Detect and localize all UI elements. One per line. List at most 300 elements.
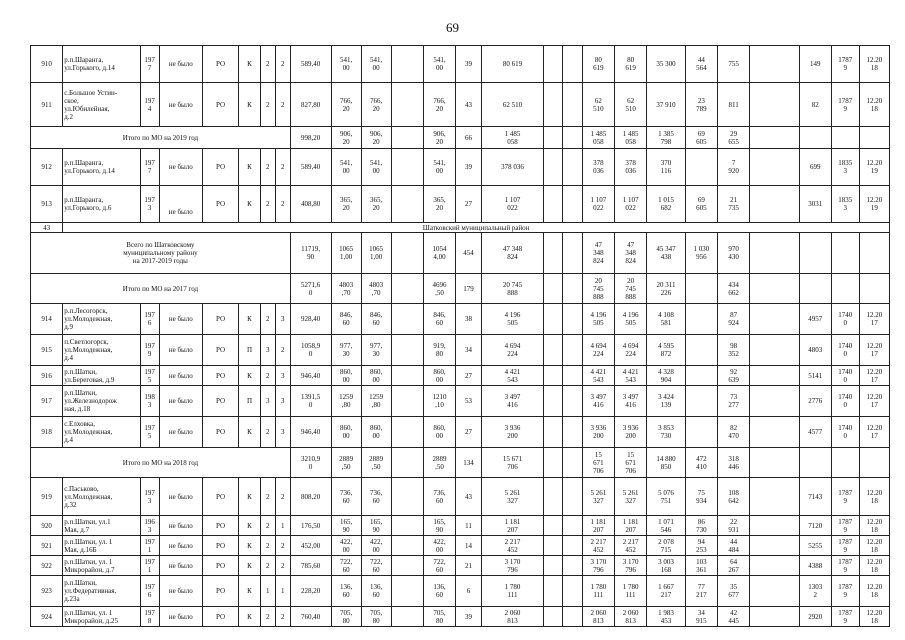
table-row <box>31 556 890 576</box>
table-cell: 12.20 18 <box>859 478 889 516</box>
table-cell: 12.20 18 <box>859 556 889 576</box>
table-cell <box>750 335 799 366</box>
table-cell: РО <box>202 516 239 536</box>
table-cell: 3210,9 0 <box>290 448 331 478</box>
table-cell <box>750 149 799 186</box>
table-cell: 3 424 139 <box>647 386 686 417</box>
table-cell: 2 <box>260 83 275 127</box>
table-cell: 82 470 <box>718 417 750 448</box>
table-cell: 1 385 798 <box>647 127 686 149</box>
table-cell: 5271,6 0 <box>290 274 331 304</box>
table-cell: 77 217 <box>685 576 717 607</box>
table-cell: 4803 ,70 <box>361 274 391 304</box>
table-cell: 378 036 <box>582 149 614 186</box>
table-cell: 1835 3 <box>831 186 859 223</box>
table-cell: 736, 60 <box>361 478 391 516</box>
table-cell: 946,40 <box>290 366 331 386</box>
table-cell: 1 107 022 <box>481 186 543 223</box>
table-cell: 1 <box>275 576 290 607</box>
table-cell: 422, 00 <box>331 536 361 556</box>
table-cell: 197 1 <box>140 536 159 556</box>
table-cell: 1 667 217 <box>647 576 686 607</box>
table-cell: 198 3 <box>140 386 159 417</box>
table-cell: 906, 20 <box>423 127 455 149</box>
table-cell <box>544 448 563 478</box>
table-cell: 197 8 <box>140 607 159 627</box>
table-cell <box>544 607 563 627</box>
table-cell: 1391,5 0 <box>290 386 331 417</box>
table-cell: 98 352 <box>718 335 750 366</box>
table-cell: 2889 ,50 <box>361 448 391 478</box>
table-cell: 4803 <box>799 335 831 366</box>
table-cell: 12.20 18 <box>859 576 889 607</box>
table-cell: 3031 <box>799 186 831 223</box>
table-cell: 2 217 452 <box>582 536 614 556</box>
table-cell: 1787 9 <box>831 536 859 556</box>
table-cell: 977, 30 <box>361 335 391 366</box>
table-cell <box>544 233 563 274</box>
table-cell <box>563 448 582 478</box>
table-cell: 62 510 <box>582 83 614 127</box>
table-cell <box>391 233 423 274</box>
table-cell: К <box>239 304 260 335</box>
table-cell: 12.20 17 <box>859 304 889 335</box>
page-number: 69 <box>446 20 459 35</box>
table-cell <box>685 366 717 386</box>
table-cell: 755 <box>718 46 750 83</box>
table-cell: 472 410 <box>685 448 717 478</box>
address-cell: р.п.Шаранга, ул.Горького, д.6 <box>63 186 140 223</box>
table-cell <box>685 335 717 366</box>
table-cell <box>563 233 582 274</box>
table-cell: 541, 00 <box>423 149 455 186</box>
table-cell: 3 497 416 <box>582 386 614 417</box>
table-cell: 5255 <box>799 536 831 556</box>
table-cell: 365, 20 <box>423 186 455 223</box>
table-row <box>31 516 890 536</box>
table-cell <box>391 607 423 627</box>
table-cell: 1259 ,80 <box>361 386 391 417</box>
table-cell <box>544 127 563 149</box>
address-cell: р.п.Шатки, ул.Береговая, д.9 <box>63 366 140 386</box>
table-cell: 2 060 813 <box>481 607 543 627</box>
table-cell: 1787 9 <box>831 576 859 607</box>
table-cell: 422, 00 <box>423 536 455 556</box>
table-cell: 434 662 <box>718 274 750 304</box>
table-cell: К <box>239 46 260 83</box>
table-cell: 2 <box>275 607 290 627</box>
summary-label: Всего по Шатковскому муниципальному району на 2017-2019 годы <box>31 233 291 274</box>
table-cell: 27 <box>456 417 482 448</box>
table-cell <box>391 366 423 386</box>
row-number: 922 <box>31 556 63 576</box>
table-cell: 1740 0 <box>831 335 859 366</box>
table-cell: 4 421 543 <box>582 366 614 386</box>
table-cell: 1740 0 <box>831 386 859 417</box>
summary-label: Итого по МО на 2019 год <box>31 127 291 149</box>
table-cell: 766, 20 <box>331 83 361 127</box>
address-cell: р.п.Шатки, ул.Железнодорож ная, д.18 <box>63 386 140 417</box>
row-number: 923 <box>31 576 63 607</box>
table-cell <box>563 556 582 576</box>
table-cell: 37 910 <box>647 83 686 127</box>
table-cell <box>391 478 423 516</box>
table-cell: 846, 60 <box>331 304 361 335</box>
table-cell: 1 485 058 <box>481 127 543 149</box>
table-row <box>31 83 890 127</box>
table-cell: 541, 00 <box>361 149 391 186</box>
table-cell: 73 277 <box>718 386 750 417</box>
table-cell: 197 6 <box>140 304 159 335</box>
table-cell: 47 348 824 <box>614 233 646 274</box>
table-cell: 14 <box>456 536 482 556</box>
table-cell <box>685 274 717 304</box>
table-cell: 3 936 200 <box>481 417 543 448</box>
table-cell: 7120 <box>799 516 831 536</box>
table-cell: 1 181 207 <box>481 516 543 536</box>
table-cell: не было <box>159 83 202 127</box>
table-cell: 1058,9 0 <box>290 335 331 366</box>
table-cell <box>799 127 831 149</box>
table-cell: 827,80 <box>290 83 331 127</box>
table-cell: не было <box>159 536 202 556</box>
table-cell: 860, 00 <box>423 417 455 448</box>
row-number: 914 <box>31 304 63 335</box>
table-cell: 1 <box>260 576 275 607</box>
table-cell: 2 <box>275 83 290 127</box>
table-cell: 860, 00 <box>361 417 391 448</box>
table-cell: 12.20 18 <box>859 536 889 556</box>
table-cell: 2 <box>260 556 275 576</box>
table-cell: 1210 ,10 <box>423 386 455 417</box>
table-cell <box>563 576 582 607</box>
table-cell: 80 619 <box>582 46 614 83</box>
table-cell: 5 076 751 <box>647 478 686 516</box>
table-cell: 12.20 18 <box>859 46 889 83</box>
table-body <box>31 46 890 627</box>
table-cell: РО <box>202 149 239 186</box>
table-cell: 165, 90 <box>361 516 391 536</box>
table-cell <box>859 274 889 304</box>
table-cell: РО <box>202 478 239 516</box>
table-cell: 2 <box>275 335 290 366</box>
table-cell: 12.20 19 <box>859 149 889 186</box>
table-cell: 45 347 438 <box>647 233 686 274</box>
table-cell <box>750 478 799 516</box>
table-cell: 2889 ,50 <box>331 448 361 478</box>
table-cell: 4 694 224 <box>481 335 543 366</box>
table-row <box>31 607 890 627</box>
summary-row <box>31 448 890 478</box>
table-row <box>31 478 890 516</box>
summary-row <box>31 274 890 304</box>
table-cell: 197 9 <box>140 335 159 366</box>
table-cell: 736, 60 <box>423 478 455 516</box>
table-cell: 1740 0 <box>831 366 859 386</box>
table-cell: 136, 60 <box>361 576 391 607</box>
table-cell <box>391 186 423 223</box>
table-cell: 1787 9 <box>831 556 859 576</box>
table-cell: 27 <box>456 366 482 386</box>
table-cell: 15 671 706 <box>614 448 646 478</box>
row-number: 924 <box>31 607 63 627</box>
table-cell: К <box>239 478 260 516</box>
table-cell: 11 <box>456 516 482 536</box>
table-cell: 38 <box>456 304 482 335</box>
table-cell: 946,40 <box>290 417 331 448</box>
row-number: 912 <box>31 149 63 186</box>
table-cell: 722, 60 <box>423 556 455 576</box>
table-row <box>31 576 890 607</box>
table-cell: 34 915 <box>685 607 717 627</box>
table-cell: 2 <box>275 186 290 223</box>
table-cell: не было <box>159 366 202 386</box>
table-cell: 1 107 022 <box>614 186 646 223</box>
table-cell <box>563 386 582 417</box>
table-cell: К <box>239 536 260 556</box>
table-cell: 2 217 452 <box>614 536 646 556</box>
table-row <box>31 386 890 417</box>
table-cell: 12.20 18 <box>859 607 889 627</box>
table-cell <box>750 127 799 149</box>
table-cell: 408,80 <box>290 186 331 223</box>
table-cell: 176,50 <box>290 516 331 536</box>
table-cell <box>544 335 563 366</box>
table-cell: 766, 20 <box>361 83 391 127</box>
table-cell: 705, 80 <box>331 607 361 627</box>
table-cell: РО <box>202 46 239 83</box>
table-cell <box>544 386 563 417</box>
summary-label: Итого по МО на 2018 год <box>31 448 291 478</box>
table-cell: 197 4 <box>140 83 159 127</box>
table-cell: 2 <box>260 417 275 448</box>
address-cell: р.п.Шатки, ул.1 Мая, д.7 <box>63 516 140 536</box>
row-number: 919 <box>31 478 63 516</box>
table-cell <box>544 149 563 186</box>
table-cell: 3 936 200 <box>614 417 646 448</box>
table-cell: 20 745 888 <box>582 274 614 304</box>
table-cell <box>799 274 831 304</box>
summary-row <box>31 233 890 274</box>
table-cell: 766, 20 <box>423 83 455 127</box>
table-cell <box>750 448 799 478</box>
table-row <box>31 335 890 366</box>
table-cell: 23 789 <box>685 83 717 127</box>
table-cell: 2 <box>260 478 275 516</box>
table-cell: 808,20 <box>290 478 331 516</box>
table-cell <box>391 576 423 607</box>
table-cell: 136, 60 <box>423 576 455 607</box>
table-cell: 811 <box>718 83 750 127</box>
row-number: 916 <box>31 366 63 386</box>
table-cell: К <box>239 556 260 576</box>
table-cell: 705, 80 <box>361 607 391 627</box>
table-cell <box>563 516 582 536</box>
table-cell <box>544 46 563 83</box>
table-cell: 4 421 543 <box>614 366 646 386</box>
table-cell: 43 <box>456 83 482 127</box>
table-cell: 736, 60 <box>331 478 361 516</box>
table-cell: 365, 20 <box>331 186 361 223</box>
address-cell: р.п.Шатки, ул. 1 Мая, д.16Б <box>63 536 140 556</box>
table-cell: 12.20 17 <box>859 335 889 366</box>
table-cell <box>391 448 423 478</box>
table-cell: 149 <box>799 46 831 83</box>
address-cell: р.п.Лесогорск, ул.Молодежная, д.9 <box>63 304 140 335</box>
table-cell: 860, 00 <box>331 366 361 386</box>
table-cell: 82 <box>799 83 831 127</box>
table-cell <box>685 386 717 417</box>
table-cell: 1303 2 <box>799 576 831 607</box>
table-cell <box>391 417 423 448</box>
table-cell: 87 924 <box>718 304 750 335</box>
table-row <box>31 366 890 386</box>
table-cell <box>685 149 717 186</box>
table-cell <box>750 516 799 536</box>
table-cell: 196 3 <box>140 516 159 536</box>
table-cell: 998,20 <box>290 127 331 149</box>
table-cell: П <box>239 386 260 417</box>
table-cell: 928,40 <box>290 304 331 335</box>
summary-row <box>31 127 890 149</box>
table-cell: 4 421 543 <box>481 366 543 386</box>
row-number: 915 <box>31 335 63 366</box>
table-cell: К <box>239 576 260 607</box>
table-cell: 785,60 <box>290 556 331 576</box>
table-cell: 722, 60 <box>331 556 361 576</box>
table-cell: 62 510 <box>614 83 646 127</box>
table-cell: 197 6 <box>140 576 159 607</box>
table-cell: 47 348 824 <box>481 233 543 274</box>
table-cell: 4388 <box>799 556 831 576</box>
table-cell: К <box>239 366 260 386</box>
district-title: Шатковский муниципальный район <box>63 223 890 233</box>
table-cell <box>544 186 563 223</box>
table-cell: 1835 3 <box>831 149 859 186</box>
table-cell: 1740 0 <box>831 304 859 335</box>
table-row <box>31 536 890 556</box>
table-cell: 7 920 <box>718 149 750 186</box>
table-cell: 452,00 <box>290 536 331 556</box>
table-cell: 3 170 796 <box>481 556 543 576</box>
table-cell: К <box>239 186 260 223</box>
table-cell <box>563 335 582 366</box>
table-cell <box>563 417 582 448</box>
table-cell: 1787 9 <box>831 46 859 83</box>
table-cell: не было <box>159 386 202 417</box>
table-cell: 15 671 706 <box>481 448 543 478</box>
table-cell: 44 484 <box>718 536 750 556</box>
table-cell: К <box>239 83 260 127</box>
table-cell: 1 983 453 <box>647 607 686 627</box>
table-row <box>31 417 890 448</box>
table-cell <box>750 46 799 83</box>
table-cell: 22 931 <box>718 516 750 536</box>
table-cell: 4 694 224 <box>614 335 646 366</box>
table-cell: 3 170 796 <box>582 556 614 576</box>
table-cell <box>391 127 423 149</box>
table-cell: 12.20 17 <box>859 417 889 448</box>
table-cell: 2 078 715 <box>647 536 686 556</box>
table-cell: 4957 <box>799 304 831 335</box>
table-cell: 1 780 111 <box>481 576 543 607</box>
address-cell: р.п.Шаранга, ул.Горького, д.14 <box>63 46 140 83</box>
table-cell <box>544 576 563 607</box>
table-cell <box>831 448 859 478</box>
table-cell: 4 328 904 <box>647 366 686 386</box>
table-cell: 2 <box>260 536 275 556</box>
table-cell: 80 619 <box>614 46 646 83</box>
table-cell: не было <box>159 46 202 83</box>
table-cell <box>563 46 582 83</box>
table-cell: 11719, 90 <box>290 233 331 274</box>
row-number: 921 <box>31 536 63 556</box>
table-cell: 422, 00 <box>361 536 391 556</box>
table-cell: 47 348 824 <box>582 233 614 274</box>
table-cell: К <box>239 417 260 448</box>
table-cell <box>391 516 423 536</box>
table-cell: не было <box>159 516 202 536</box>
table-cell: К <box>239 607 260 627</box>
table-cell: 20 311 226 <box>647 274 686 304</box>
table-cell: П <box>239 335 260 366</box>
table-cell: 2 060 813 <box>614 607 646 627</box>
table-cell: 75 934 <box>685 478 717 516</box>
table-cell: 1740 0 <box>831 417 859 448</box>
table-cell <box>750 274 799 304</box>
table-cell <box>544 536 563 556</box>
district-number: 43 <box>31 223 63 233</box>
table-cell: 4 694 224 <box>582 335 614 366</box>
table-cell: 3 <box>275 386 290 417</box>
address-cell: п.Светлогорск, ул.Молодежная, д.4 <box>63 335 140 366</box>
table-cell: 92 639 <box>718 366 750 386</box>
table-cell: 20 745 888 <box>481 274 543 304</box>
table-cell: 970 430 <box>718 233 750 274</box>
table-cell: 15 671 706 <box>582 448 614 478</box>
table-cell: 2 <box>260 149 275 186</box>
table-cell: 1 181 207 <box>582 516 614 536</box>
table-cell <box>544 83 563 127</box>
table-cell: 2 <box>275 478 290 516</box>
table-cell: 34 <box>456 335 482 366</box>
table-cell: 2 <box>275 149 290 186</box>
table-cell <box>563 607 582 627</box>
table-cell <box>859 448 889 478</box>
table-cell: 66 <box>456 127 482 149</box>
table-cell: не было <box>159 607 202 627</box>
table-cell: 12.20 17 <box>859 386 889 417</box>
table-cell: 1 107 022 <box>582 186 614 223</box>
table-row <box>31 186 890 223</box>
table-cell: 860, 00 <box>423 366 455 386</box>
row-number: 911 <box>31 83 63 127</box>
table-cell: 53 <box>456 386 482 417</box>
address-cell: с.Елховка, ул.Молодежная, д.4 <box>63 417 140 448</box>
table-cell <box>391 274 423 304</box>
table-cell: 1 030 956 <box>685 233 717 274</box>
table-cell: 39 <box>456 149 482 186</box>
table-cell: 179 <box>456 274 482 304</box>
table-cell: 27 <box>456 186 482 223</box>
table-cell: 197 3 <box>140 186 159 223</box>
table-cell: не было <box>159 186 202 223</box>
table-cell: 860, 00 <box>361 366 391 386</box>
table-cell: 1259 ,80 <box>331 386 361 417</box>
table-cell: не было <box>159 417 202 448</box>
district-heading-row <box>31 223 890 233</box>
table-cell: 705, 80 <box>423 607 455 627</box>
